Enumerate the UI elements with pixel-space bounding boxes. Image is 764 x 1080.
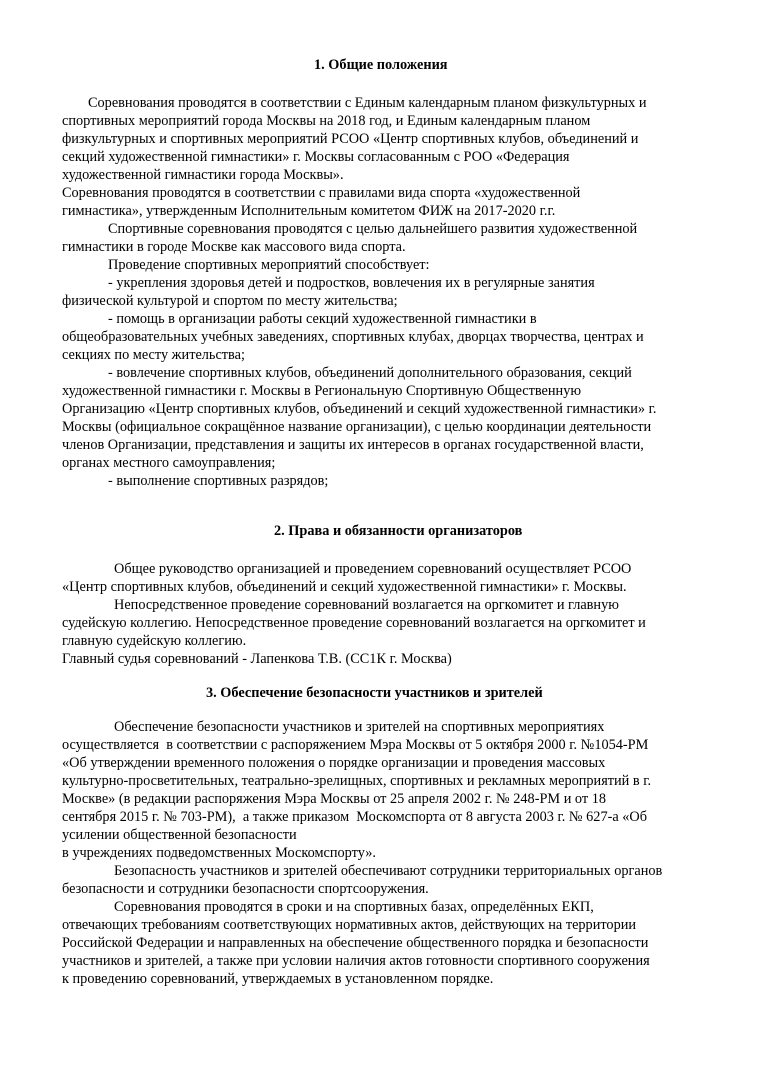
section-1-line: членов Организации, представления и защиты их интересов в органах государственной власти, bbox=[62, 437, 644, 453]
section-2-line: главную судейскую коллегию. bbox=[62, 633, 247, 649]
section-1-line: физкультурных и спортивных мероприятий РСОО «Центр спортивных клубов, объединений и bbox=[62, 131, 639, 147]
section-3-line: усилении общественной безопасности bbox=[62, 827, 297, 843]
section-1-line: секций художественной гимнастики» г. Москвы согласованным с РОО «Федерация bbox=[62, 149, 570, 165]
section-3-heading: 3. Обеспечение безопасности участников и зрителей bbox=[206, 685, 543, 701]
section-3-line: участников и зрителей, а также при условии наличия актов готовности спортивного сооружения bbox=[62, 953, 650, 969]
section-1-line: - вовлечение спортивных клубов, объединений дополнительного образования, секций bbox=[108, 365, 632, 381]
section-2-line: «Центр спортивных клубов, объединений и секций художественной гимнастики» г. Москвы. bbox=[62, 579, 627, 595]
section-3-line: безопасности и сотрудники безопасности спортсооружения. bbox=[62, 881, 429, 897]
section-1-line: общеобразовательных учебных заведениях, спортивных клубах, дворцах творчества, центрах и bbox=[62, 329, 644, 345]
section-1-heading: 1. Общие положения bbox=[314, 57, 448, 73]
section-1-line: органах местного самоуправления; bbox=[62, 455, 276, 471]
section-3-line: Безопасность участников и зрителей обеспечивают сотрудники территориальных органов bbox=[114, 863, 663, 879]
section-3-line: в учреждениях подведомственных Москомспорту». bbox=[62, 845, 376, 861]
section-2-line: Главный судья соревнований - Лапенкова Т.В. (СС1К г. Москва) bbox=[62, 651, 452, 667]
section-1-line: художественной гимнастики города Москвы». bbox=[62, 167, 344, 183]
section-1-line: Организацию «Центр спортивных клубов, объединений и секций художественной гимнастики» г. bbox=[62, 401, 657, 417]
section-1-line: гимнастики в городе Москве как массового вида спорта. bbox=[62, 239, 406, 255]
section-1-line: секциях по месту жительства; bbox=[62, 347, 245, 363]
section-3-line: отвечающих требованиям соответствующих нормативных актов, действующих на территории bbox=[62, 917, 637, 933]
section-1-line: - помощь в организации работы секций художественной гимнастики в bbox=[108, 311, 537, 327]
section-1-line: - выполнение спортивных разрядов; bbox=[108, 473, 329, 489]
section-3-line: сентября 2015 г. № 703-РМ), а также приказом Москомспорта от 8 августа 2003 г. № 627-а «Об bbox=[62, 809, 648, 825]
section-1-line: Спортивные соревнования проводятся с целью дальнейшего развития художественной bbox=[108, 221, 638, 237]
section-3-line: культурно-просветительных, театрально-зрелищных, спортивных и рекламных мероприятий в г. bbox=[62, 773, 652, 789]
section-2-line: судейскую коллегию. Непосредственное проведение соревнований возлагается на оргкомитет и bbox=[62, 615, 646, 631]
section-1-line: художественной гимнастики г. Москвы в Региональную Спортивную Общественную bbox=[62, 383, 582, 399]
section-2-heading: 2. Права и обязанности организаторов bbox=[274, 523, 523, 539]
section-1-line: Соревнования проводятся в соответствии с Единым календарным планом физкультурных и bbox=[88, 95, 647, 111]
section-2-line: Непосредственное проведение соревнований возлагается на оргкомитет и главную bbox=[114, 597, 619, 613]
section-1-line: Проведение спортивных мероприятий способствует: bbox=[108, 257, 430, 273]
section-1-line: спортивных мероприятий города Москвы на 2018 год, и Единым календарным планом bbox=[62, 113, 591, 129]
section-1-line: Москвы (официальное сокращённое название организации), с целью координации деятельности bbox=[62, 419, 652, 435]
section-1-line: Соревнования проводятся в соответствии с правилами вида спорта «художественной bbox=[62, 185, 581, 201]
section-1-line: физической культурой и спортом по месту жительства; bbox=[62, 293, 398, 309]
section-3-line: «Об утверждении временного положения о порядке организации и проведения массовых bbox=[62, 755, 606, 771]
section-3-line: к проведению соревнований, утверждаемых в установленном порядке. bbox=[62, 971, 494, 987]
section-1-line: гимнастика», утвержденным Исполнительным комитетом ФИЖ на 2017-2020 г.г. bbox=[62, 203, 556, 219]
section-2-line: Общее руководство организацией и проведением соревнований осуществляет РСОО bbox=[114, 561, 632, 577]
section-3-line: Обеспечение безопасности участников и зрителей на спортивных мероприятиях bbox=[114, 719, 605, 735]
section-3-line: Москве» (в редакции распоряжения Мэра Москвы от 25 апреля 2002 г. № 248-РМ и от 18 bbox=[62, 791, 606, 807]
section-3-line: осуществляется в соответствии с распоряжением Мэра Москвы от 5 октября 2000 г. №1054-РМ bbox=[62, 737, 649, 753]
section-3-line: Российской Федерации и направленных на обеспечение общественного порядка и безопасности bbox=[62, 935, 649, 951]
section-1-line: - укрепления здоровья детей и подростков, вовлечения их в регулярные занятия bbox=[108, 275, 595, 291]
section-3-line: Соревнования проводятся в сроки и на спортивных базах, определённых ЕКП, bbox=[114, 899, 594, 915]
